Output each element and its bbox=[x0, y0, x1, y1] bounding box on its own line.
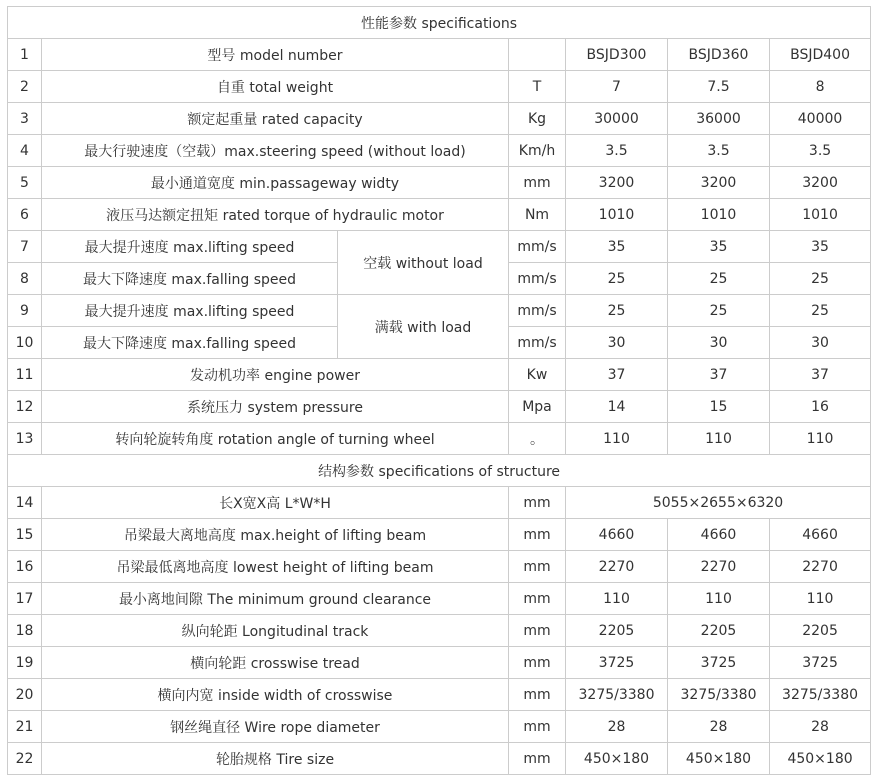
value-model-3: 30 bbox=[770, 327, 871, 359]
row-number: 21 bbox=[8, 711, 42, 743]
parameter-name: 最小离地间隙 The minimum ground clearance bbox=[42, 583, 509, 615]
parameter-name: 型号 model number bbox=[42, 39, 509, 71]
row-number: 3 bbox=[8, 103, 42, 135]
table-row bbox=[8, 167, 871, 199]
specifications-table bbox=[7, 6, 871, 775]
value-model-2: 4660 bbox=[668, 519, 770, 551]
value-model-1: 35 bbox=[566, 231, 668, 263]
unit: mm bbox=[509, 583, 566, 615]
row-number: 4 bbox=[8, 135, 42, 167]
value-model-1: 1010 bbox=[566, 199, 668, 231]
value-model-1: 2270 bbox=[566, 551, 668, 583]
parameter-name: 最小通道宽度 min.passageway widty bbox=[42, 167, 509, 199]
value-model-3: 4660 bbox=[770, 519, 871, 551]
unit bbox=[509, 39, 566, 71]
value-model-3: 37 bbox=[770, 359, 871, 391]
value-model-3: 3200 bbox=[770, 167, 871, 199]
row-number: 20 bbox=[8, 679, 42, 711]
value-model-1: 3275/3380 bbox=[566, 679, 668, 711]
row-number: 17 bbox=[8, 583, 42, 615]
value-model-2: 25 bbox=[668, 263, 770, 295]
row-number: 15 bbox=[8, 519, 42, 551]
unit: Kw bbox=[509, 359, 566, 391]
value-model-3: 16 bbox=[770, 391, 871, 423]
section-header-structure bbox=[8, 455, 871, 487]
value-model-1: 3725 bbox=[566, 647, 668, 679]
parameter-name: 吊梁最大离地高度 max.height of lifting beam bbox=[42, 519, 509, 551]
unit: mm bbox=[509, 679, 566, 711]
table-row bbox=[8, 711, 871, 743]
unit: mm/s bbox=[509, 295, 566, 327]
load-condition-label: 满载 with load bbox=[338, 295, 509, 359]
value-model-3: 110 bbox=[770, 583, 871, 615]
parameter-name: 钢丝绳直径 Wire rope diameter bbox=[42, 711, 509, 743]
value-merged: 5055×2655×6320 bbox=[566, 487, 871, 519]
unit: mm bbox=[509, 487, 566, 519]
parameter-name: 最大提升速度 max.lifting speed bbox=[42, 295, 338, 327]
value-model-3: 3725 bbox=[770, 647, 871, 679]
parameter-name: 额定起重量 rated capacity bbox=[42, 103, 509, 135]
value-model-2: 110 bbox=[668, 423, 770, 455]
value-model-3: 110 bbox=[770, 423, 871, 455]
parameter-name: 吊梁最低离地高度 lowest height of lifting beam bbox=[42, 551, 509, 583]
row-number: 22 bbox=[8, 743, 42, 775]
row-number: 18 bbox=[8, 615, 42, 647]
row-number: 14 bbox=[8, 487, 42, 519]
load-condition-label: 空载 without load bbox=[338, 231, 509, 295]
value-model-3: 40000 bbox=[770, 103, 871, 135]
unit: T bbox=[509, 71, 566, 103]
value-model-2: 2205 bbox=[668, 615, 770, 647]
unit: mm bbox=[509, 743, 566, 775]
parameter-name: 轮胎规格 Tire size bbox=[42, 743, 509, 775]
parameter-name: 横向轮距 crosswise tread bbox=[42, 647, 509, 679]
unit: mm/s bbox=[509, 263, 566, 295]
value-model-1: 110 bbox=[566, 583, 668, 615]
value-model-1: 30000 bbox=[566, 103, 668, 135]
unit: mm bbox=[509, 167, 566, 199]
row-number: 7 bbox=[8, 231, 42, 263]
value-model-3: 2205 bbox=[770, 615, 871, 647]
row-number: 11 bbox=[8, 359, 42, 391]
unit: 。 bbox=[509, 423, 566, 455]
value-model-2: 3200 bbox=[668, 167, 770, 199]
value-model-2: 2270 bbox=[668, 551, 770, 583]
value-model-1: 25 bbox=[566, 295, 668, 327]
parameter-name: 系统压力 system pressure bbox=[42, 391, 509, 423]
parameter-name: 纵向轮距 Longitudinal track bbox=[42, 615, 509, 647]
parameter-name: 最大下降速度 max.falling speed bbox=[42, 327, 338, 359]
unit: Nm bbox=[509, 199, 566, 231]
unit: Mpa bbox=[509, 391, 566, 423]
table-row bbox=[8, 231, 871, 263]
table-row bbox=[8, 615, 871, 647]
unit: mm bbox=[509, 519, 566, 551]
parameter-name: 最大提升速度 max.lifting speed bbox=[42, 231, 338, 263]
unit: mm bbox=[509, 551, 566, 583]
table-row bbox=[8, 519, 871, 551]
table-row bbox=[8, 487, 871, 519]
parameter-name: 自重 total weight bbox=[42, 71, 509, 103]
value-model-2: 37 bbox=[668, 359, 770, 391]
row-number: 10 bbox=[8, 327, 42, 359]
table-row bbox=[8, 103, 871, 135]
value-model-1: 7 bbox=[566, 71, 668, 103]
value-model-3: 35 bbox=[770, 231, 871, 263]
parameter-name: 最大行驶速度（空载）max.steering speed (without load) bbox=[42, 135, 509, 167]
parameter-name: 转向轮旋转角度 rotation angle of turning wheel bbox=[42, 423, 509, 455]
section-header-structure-cell: 结构参数 specifications of structure bbox=[8, 455, 871, 487]
section-header-specifications-cell: 性能参数 specifications bbox=[8, 7, 871, 39]
row-number: 1 bbox=[8, 39, 42, 71]
value-model-2: 1010 bbox=[668, 199, 770, 231]
value-model-3: 3.5 bbox=[770, 135, 871, 167]
row-number: 5 bbox=[8, 167, 42, 199]
parameter-name: 横向内宽 inside width of crosswise bbox=[42, 679, 509, 711]
parameter-name: 最大下降速度 max.falling speed bbox=[42, 263, 338, 295]
value-model-2: 3275/3380 bbox=[668, 679, 770, 711]
value-model-2: 15 bbox=[668, 391, 770, 423]
unit: mm bbox=[509, 647, 566, 679]
row-number: 19 bbox=[8, 647, 42, 679]
unit: mm bbox=[509, 615, 566, 647]
value-model-1: 450×180 bbox=[566, 743, 668, 775]
row-number: 2 bbox=[8, 71, 42, 103]
value-model-2: BSJD360 bbox=[668, 39, 770, 71]
value-model-1: 30 bbox=[566, 327, 668, 359]
value-model-2: 450×180 bbox=[668, 743, 770, 775]
value-model-1: 3200 bbox=[566, 167, 668, 199]
table-body bbox=[8, 7, 871, 775]
value-model-3: 1010 bbox=[770, 199, 871, 231]
value-model-1: BSJD300 bbox=[566, 39, 668, 71]
value-model-1: 4660 bbox=[566, 519, 668, 551]
value-model-3: 2270 bbox=[770, 551, 871, 583]
value-model-3: 25 bbox=[770, 295, 871, 327]
table-row bbox=[8, 71, 871, 103]
unit: mm/s bbox=[509, 231, 566, 263]
parameter-name: 发动机功率 engine power bbox=[42, 359, 509, 391]
value-model-3: 450×180 bbox=[770, 743, 871, 775]
value-model-2: 28 bbox=[668, 711, 770, 743]
table-row bbox=[8, 679, 871, 711]
value-model-2: 110 bbox=[668, 583, 770, 615]
value-model-3: BSJD400 bbox=[770, 39, 871, 71]
table-row bbox=[8, 551, 871, 583]
table-row bbox=[8, 743, 871, 775]
section-header-specifications bbox=[8, 7, 871, 39]
table-row bbox=[8, 295, 871, 327]
value-model-3: 3275/3380 bbox=[770, 679, 871, 711]
value-model-2: 36000 bbox=[668, 103, 770, 135]
parameter-name: 长X宽X高 L*W*H bbox=[42, 487, 509, 519]
row-number: 6 bbox=[8, 199, 42, 231]
row-number: 8 bbox=[8, 263, 42, 295]
unit: Kg bbox=[509, 103, 566, 135]
table-row bbox=[8, 647, 871, 679]
value-model-2: 7.5 bbox=[668, 71, 770, 103]
table-row bbox=[8, 583, 871, 615]
value-model-3: 28 bbox=[770, 711, 871, 743]
value-model-1: 28 bbox=[566, 711, 668, 743]
unit: mm/s bbox=[509, 327, 566, 359]
value-model-1: 25 bbox=[566, 263, 668, 295]
value-model-2: 3.5 bbox=[668, 135, 770, 167]
value-model-1: 14 bbox=[566, 391, 668, 423]
value-model-2: 3725 bbox=[668, 647, 770, 679]
value-model-1: 37 bbox=[566, 359, 668, 391]
value-model-3: 25 bbox=[770, 263, 871, 295]
row-number: 12 bbox=[8, 391, 42, 423]
table-row bbox=[8, 199, 871, 231]
value-model-1: 2205 bbox=[566, 615, 668, 647]
value-model-1: 110 bbox=[566, 423, 668, 455]
table-row bbox=[8, 391, 871, 423]
table-row bbox=[8, 359, 871, 391]
row-number: 16 bbox=[8, 551, 42, 583]
parameter-name: 液压马达额定扭矩 rated torque of hydraulic motor bbox=[42, 199, 509, 231]
value-model-1: 3.5 bbox=[566, 135, 668, 167]
table-row bbox=[8, 135, 871, 167]
table-row bbox=[8, 39, 871, 71]
value-model-2: 25 bbox=[668, 295, 770, 327]
row-number: 9 bbox=[8, 295, 42, 327]
value-model-2: 30 bbox=[668, 327, 770, 359]
value-model-3: 8 bbox=[770, 71, 871, 103]
value-model-2: 35 bbox=[668, 231, 770, 263]
unit: Km/h bbox=[509, 135, 566, 167]
table-row bbox=[8, 423, 871, 455]
row-number: 13 bbox=[8, 423, 42, 455]
unit: mm bbox=[509, 711, 566, 743]
